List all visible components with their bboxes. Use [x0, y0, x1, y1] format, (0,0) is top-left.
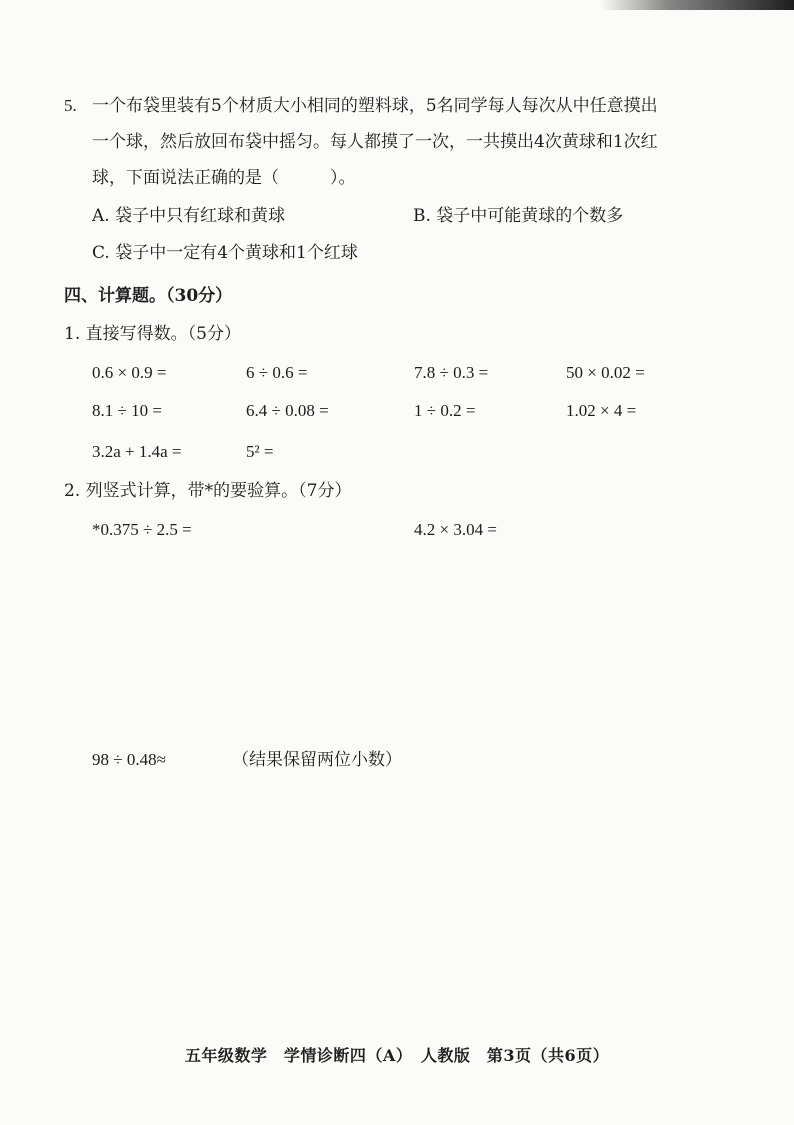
calc-item: 7.8 ÷ 0.3 = [414, 363, 489, 382]
question-5-line-3: 球，下面说法正确的是（ ）。 [92, 168, 356, 188]
question-5-line-2: 一个球，然后放回布袋中摇匀。每人都摸了一次，一共摸出4次黄球和1次红 [92, 132, 658, 152]
calc-item: 0.6 × 0.9 = [92, 363, 167, 382]
option-a: A. 袋子中只有红球和黄球 [92, 206, 286, 226]
section-4-title: 四、计算题。（30分） [64, 286, 233, 306]
vertical-calc-item: *0.375 ÷ 2.5 = [92, 520, 192, 539]
calc-item: 6 ÷ 0.6 = [246, 363, 308, 382]
option-c: C. 袋子中一定有4个黄球和1个红球 [92, 243, 358, 263]
calc-item: 50 × 0.02 = [566, 363, 645, 382]
question-5-number: 5. [64, 96, 77, 115]
calc-item: 3.2a + 1.4a = [92, 442, 182, 461]
question-5-line-1: 一个布袋里装有5个材质大小相同的塑料球，5名同学每人每次从中任意摸出 [92, 96, 658, 116]
vertical-calc-item: 98 ÷ 0.48≈ [92, 750, 166, 769]
page-footer: 五年级数学 学情诊断四（A） 人教版 第3页（共6页） [184, 1046, 610, 1065]
scan-edge-mark [600, 0, 794, 10]
q1-title: 1. 直接写得数。（5分） [64, 324, 241, 344]
vertical-calc-item: 4.2 × 3.04 = [414, 520, 497, 539]
option-b: B. 袋子中可能黄球的个数多 [413, 206, 624, 226]
calc-item: 1.02 × 4 = [566, 401, 637, 420]
calc-item: 5² = [246, 442, 274, 461]
q2-title: 2. 列竖式计算，带*的要验算。（7分） [64, 481, 352, 501]
calc-item: 6.4 ÷ 0.08 = [246, 401, 329, 420]
rounding-note: （结果保留两位小数） [232, 750, 402, 770]
calc-item: 1 ÷ 0.2 = [414, 401, 476, 420]
calc-item: 8.1 ÷ 10 = [92, 401, 162, 420]
